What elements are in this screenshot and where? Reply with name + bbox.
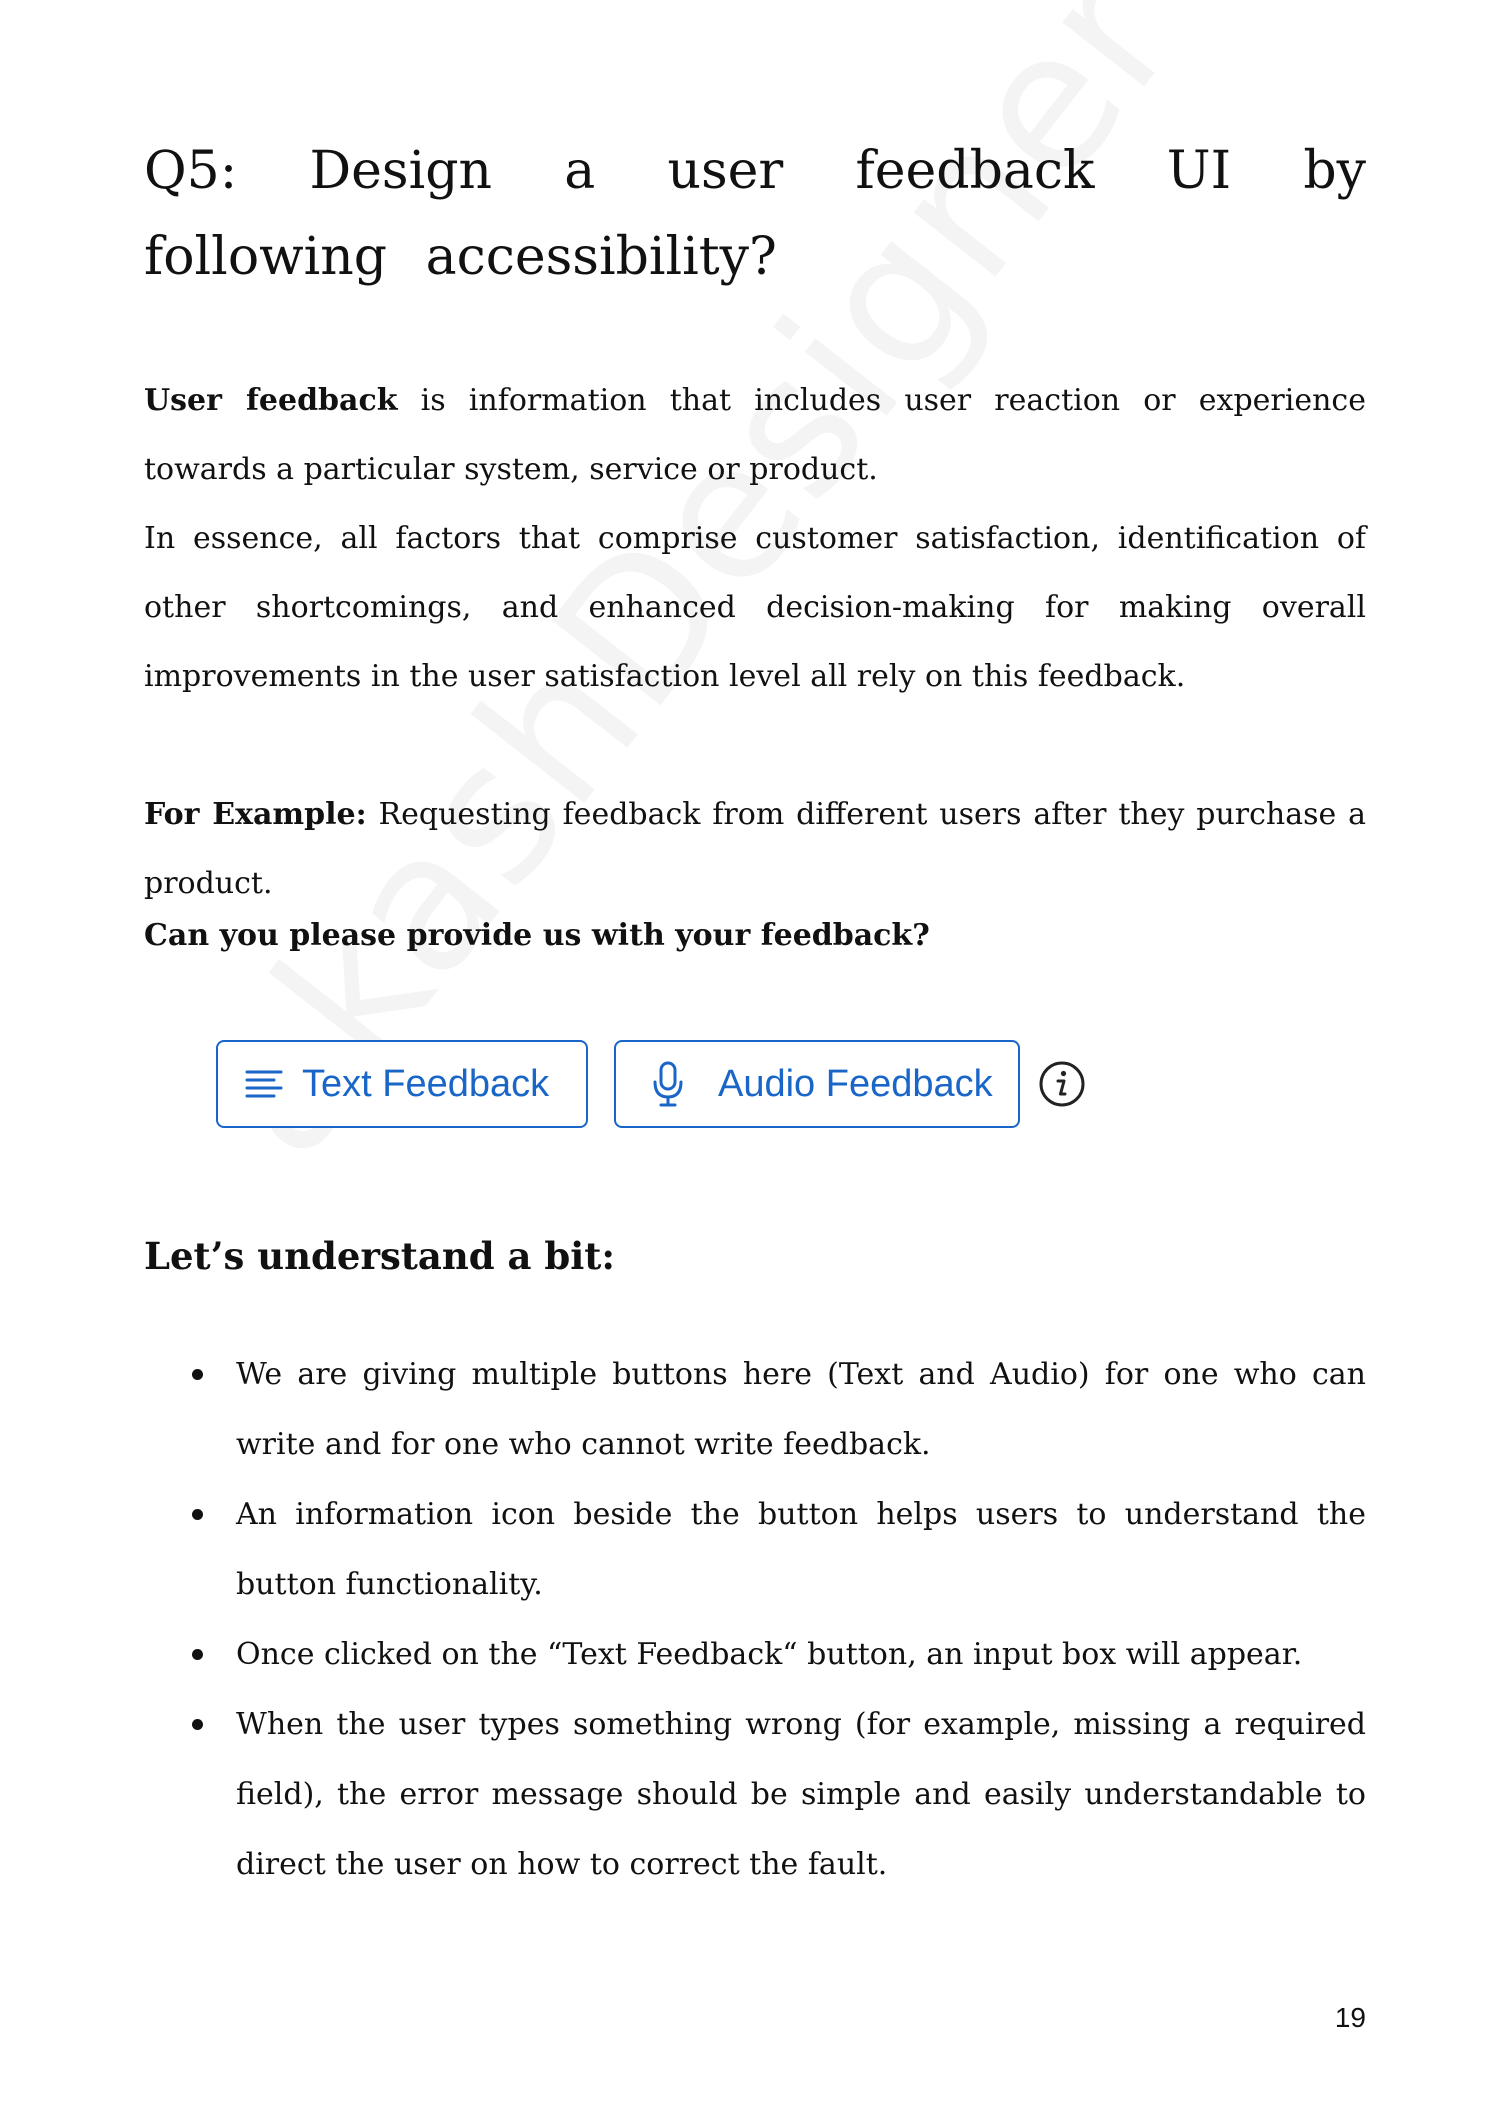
bullet-dot-icon (192, 1719, 203, 1730)
text-feedback-button[interactable] (216, 1040, 588, 1128)
bullet-dot-icon (192, 1509, 203, 1520)
definition-term: User feedback (144, 383, 398, 418)
info-icon[interactable] (1038, 1060, 1086, 1108)
list-item-text: An information icon beside the button helps users to understand the button functionality. (236, 1497, 1366, 1602)
example-label: For Example: (144, 797, 367, 832)
page-number: 19 (1334, 2002, 1366, 2033)
feedback-question: Can you please provide us with your feedback? (144, 918, 930, 953)
definition-paragraph (144, 366, 1366, 504)
bullet-dot-icon (192, 1649, 203, 1660)
example-paragraph (144, 780, 1366, 918)
audio-feedback-button[interactable] (614, 1040, 1020, 1128)
list-item (144, 1340, 1366, 1480)
list-item (144, 1690, 1366, 1900)
text-lines-icon (240, 1060, 288, 1108)
essence-paragraph: In essence, all factors that comprise customer satisfaction, identification of other shortcomings, and enhanced decision-making for making overall improvements in the user satisfaction level all rely on this feedback. (144, 521, 1366, 694)
audio-feedback-label: Audio Feedback (718, 1062, 993, 1105)
bullet-dot-icon (192, 1369, 203, 1380)
list-item (144, 1480, 1366, 1620)
section-subheading: Let’s understand a bit: (144, 1234, 616, 1278)
list-item-text: When the user types something wrong (for example, missing a required field), the error message should be simple and easily understandable to direct the user on how to correct the fault. (236, 1707, 1366, 1882)
list-item (144, 1620, 1366, 1690)
page-title: Q5: Design a user feedback UI by following accessibility? (144, 141, 1366, 287)
microphone-icon (644, 1060, 692, 1108)
definition-text: is information that includes user reaction or experience towards a particular system, service or product. (144, 383, 1366, 487)
list-item-text: We are giving multiple buttons here (Text and Audio) for one who can write and for one who cannot write feedback. (236, 1357, 1366, 1462)
list-item-text: Once clicked on the “Text Feedback“ button, an input box will appear. (236, 1637, 1303, 1672)
explanation-list (144, 1340, 1366, 1900)
text-feedback-label: Text Feedback (302, 1062, 550, 1105)
example-text: Requesting feedback from different users after they purchase a product. (144, 797, 1367, 901)
